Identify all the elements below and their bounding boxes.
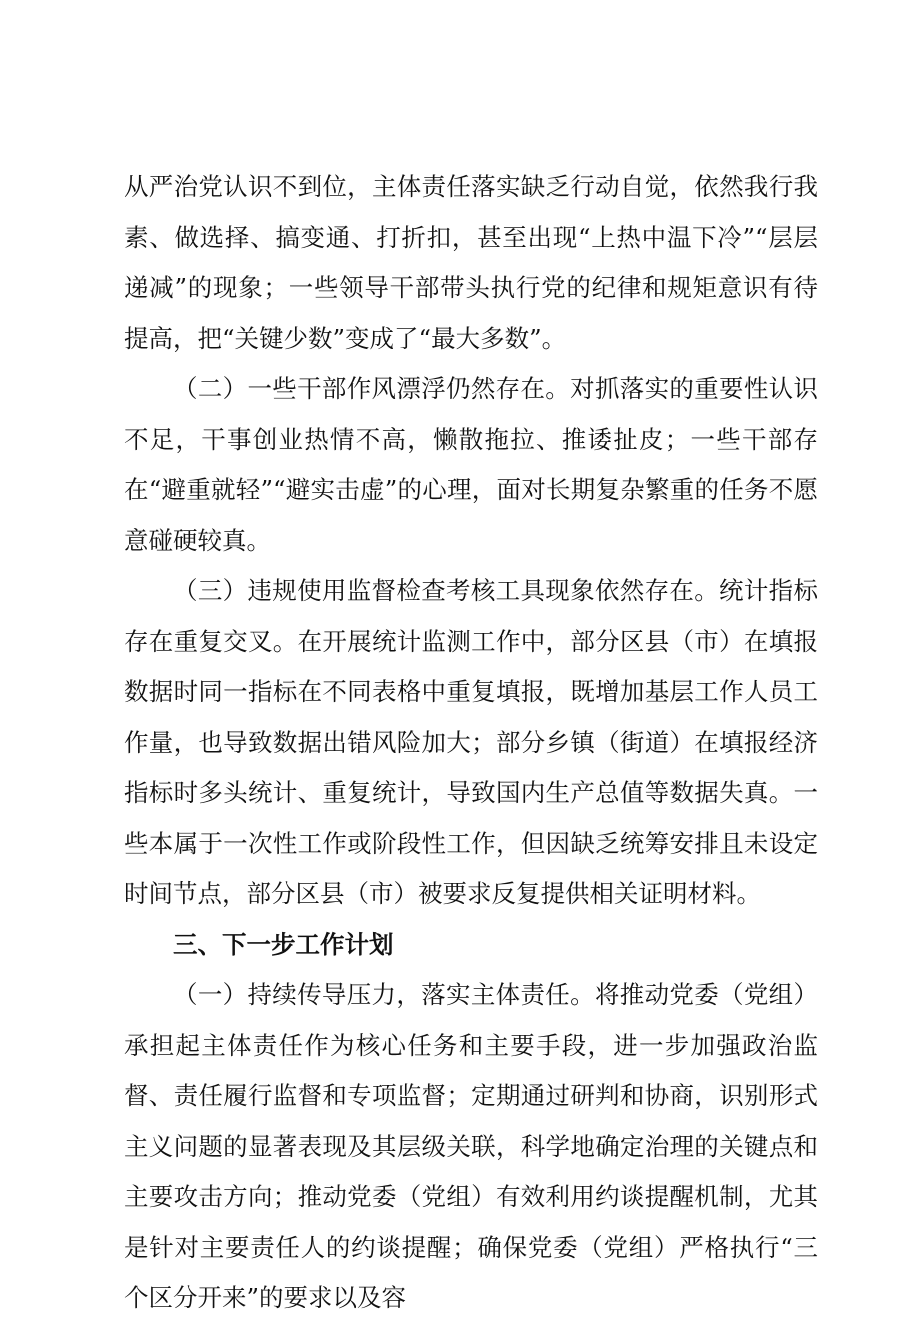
paragraph-responsibility: （一）持续传导压力，落实主体责任。将推动党委（党组）承担起主体责任作为核心任务和主要手段，进一步加强政治监督、责任履行监督和专项监督；定期通过研判和协商，识别形式主义问题的显著表现及其层级关联，科学地确定治理的关键点和主要攻击方向；推动党委（党组）有效利用约谈提醒机制，尤其是针对主要责任人的约谈提醒；确保党委（党组）严格执行“三个区分开来”的要求以及容 (124, 980, 818, 1312)
section-heading-next-steps: 三、下一步工作计划 (173, 929, 394, 959)
document-body (124, 162, 818, 1324)
paragraph-continuation: 从严治党认识不到位，主体责任落实缺乏行动自觉，依然我行我素、做选择、搞变通、打折扣，甚至出现“上热中温下冷”“层层递减”的现象；一些领导干部带头执行党的纪律和规矩意识有待提高，把“关键少数”变成了“最大多数”。 (124, 172, 818, 353)
paragraph-supervision-tools: （三）违规使用监督检查考核工具现象依然存在。统计指标存在重复交叉。在开展统计监测工作中，部分区县（市）在填报数据时同一指标在不同表格中重复填报，既增加基层工作人员工作量，也导致数据出错风险加大；部分乡镇（街道）在填报经济指标时多头统计、重复统计，导致国内生产总值等数据失真。一些本属于一次性工作或阶段性工作，但因缺乏统筹安排且未设定时间节点，部分区县（市）被要求反复提供相关证明材料。 (124, 576, 818, 908)
paragraph-cadre-style: （二）一些干部作风漂浮仍然存在。对抓落实的重要性认识不足，干事创业热情不高，懒散拖拉、推诿扯皮；一些干部存在“避重就轻”“避实击虚”的心理，面对长期复杂繁重的任务不愿意碰硬较真。 (124, 374, 818, 555)
